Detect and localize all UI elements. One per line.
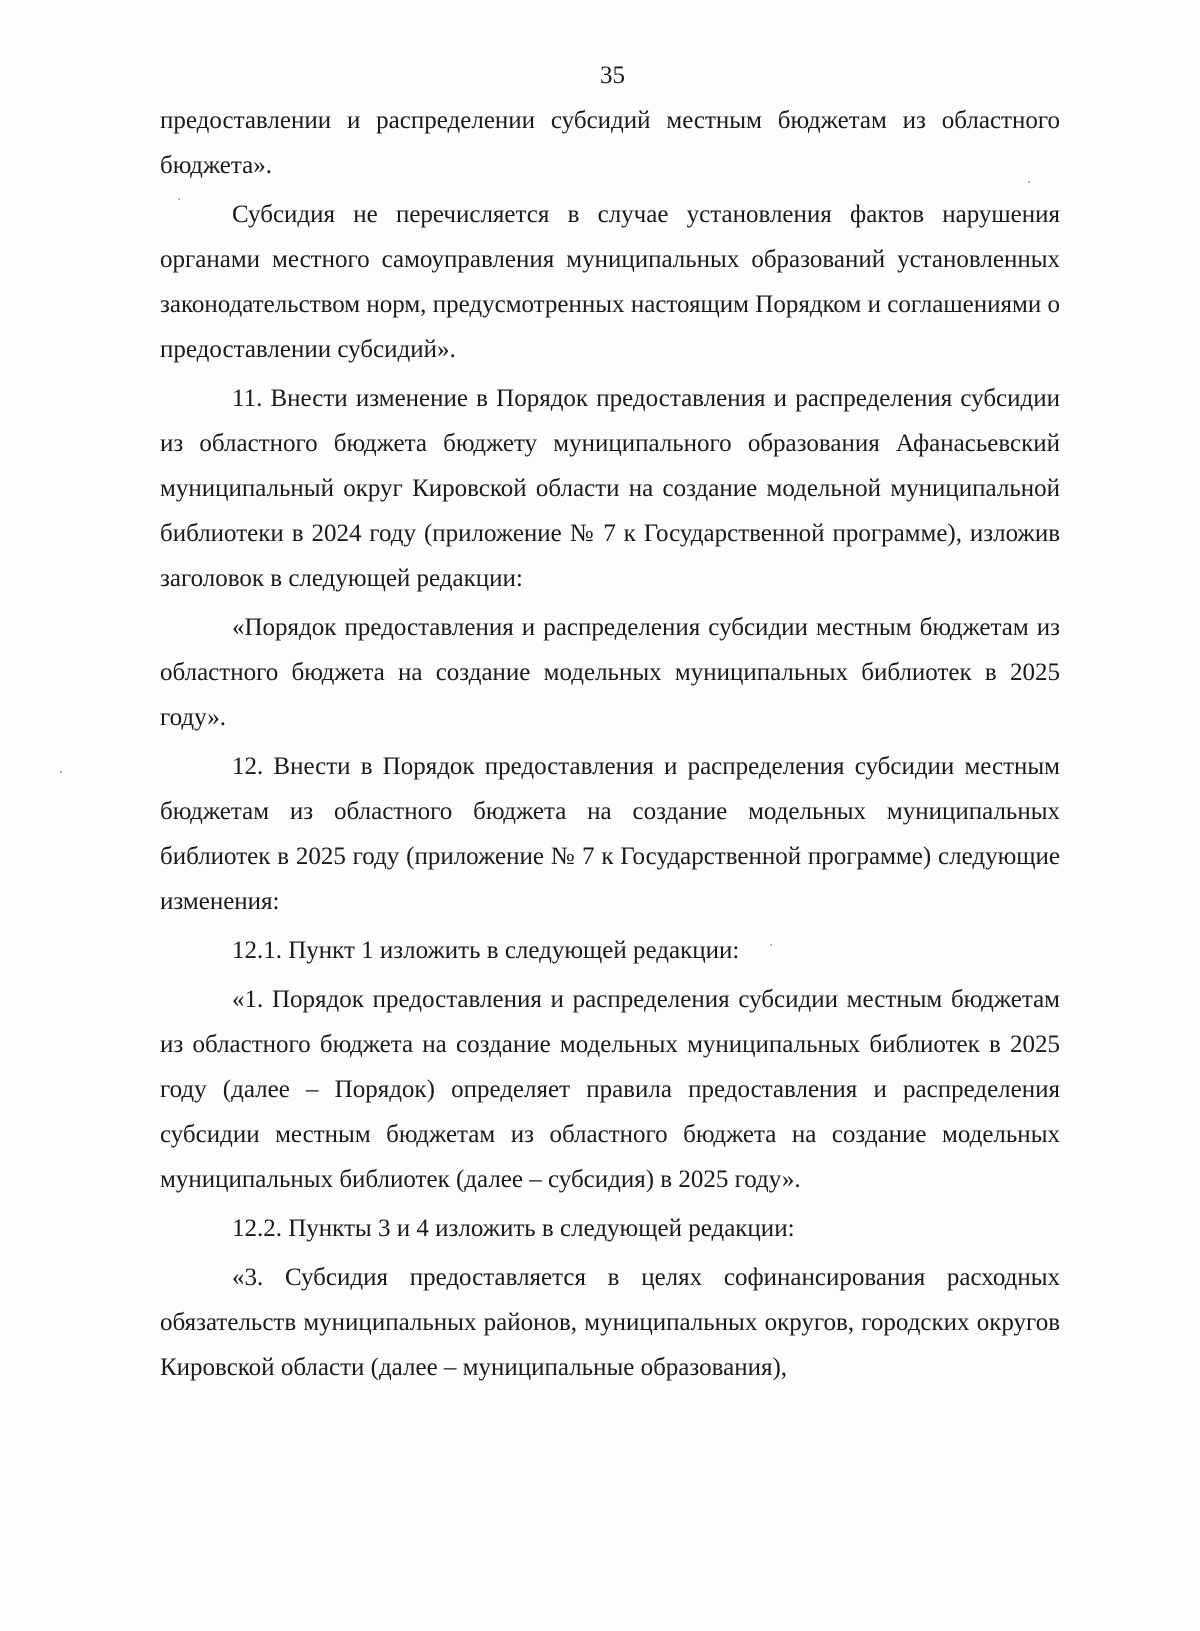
paragraph-point-1-quote: «1. Порядок предоставления и распределения субсидии местным бюджетам из областного бюджета на создание модельных муниципальных библиотек в 2025 году (далее – Порядок) определяет правила предоставления и распределения субсидии местным бюджетам из областного бюджета на создание модельных муниципальных библиотек (далее – субсидия) в 2025 году».: [160, 986, 1060, 1193]
paragraph-point-3-quote: «3. Субсидия предоставляется в целях софинансирования расходных обязательств муниципальных районов, муниципальных округов, городских округов Кировской области (далее – муниципальные образования),: [160, 1264, 1060, 1381]
paragraph-item-12: 12. Внести в Порядок предоставления и распределения субсидии местным бюджетам из областного бюджета на создание модельных муниципальных библиотек в 2025 году (приложение № 7 к Государственной программе) следующие изменения:: [160, 753, 1060, 915]
paragraph-new-title-quote: «Порядок предоставления и распределения субсидии местным бюджетам из областного бюджета на создание модельных муниципальных библиотек в 2025 году».: [160, 614, 1060, 731]
paragraph-subsidy-not-transferred: Субсидия не перечисляется в случае установления фактов нарушения органами местного самоуправления муниципальных образований установленных законодательством норм, предусмотренных настоящим Порядком и соглашениями о предоставлении субсидий».: [160, 201, 1060, 363]
paragraph-item-12-2: 12.2. Пункты 3 и 4 изложить в следующей редакции:: [232, 1215, 795, 1242]
paragraph-item-11: 11. Внести изменение в Порядок предоставления и распределения субсидии из областного бюджета бюджету муниципального образования Афанасьевский муниципальный округ Кировской области на создание модельной муниципальной библиотеки в 2024 году (приложение № 7 к Государственной программе), изложив заголовок в следующей редакции:: [160, 385, 1060, 592]
scan-speck: [770, 944, 772, 946]
scan-speck: [60, 771, 62, 773]
paragraph-item-12-1: 12.1. Пункт 1 изложить в следующей редакции:: [232, 937, 740, 964]
page-number: 35: [600, 62, 625, 89]
document-body: [160, 98, 1060, 1390]
scan-speck: [1028, 181, 1030, 183]
paragraph-continuation: предоставлении и распределении субсидий местным бюджетам из областного бюджета».: [160, 107, 1060, 179]
scan-speck: [178, 198, 180, 200]
